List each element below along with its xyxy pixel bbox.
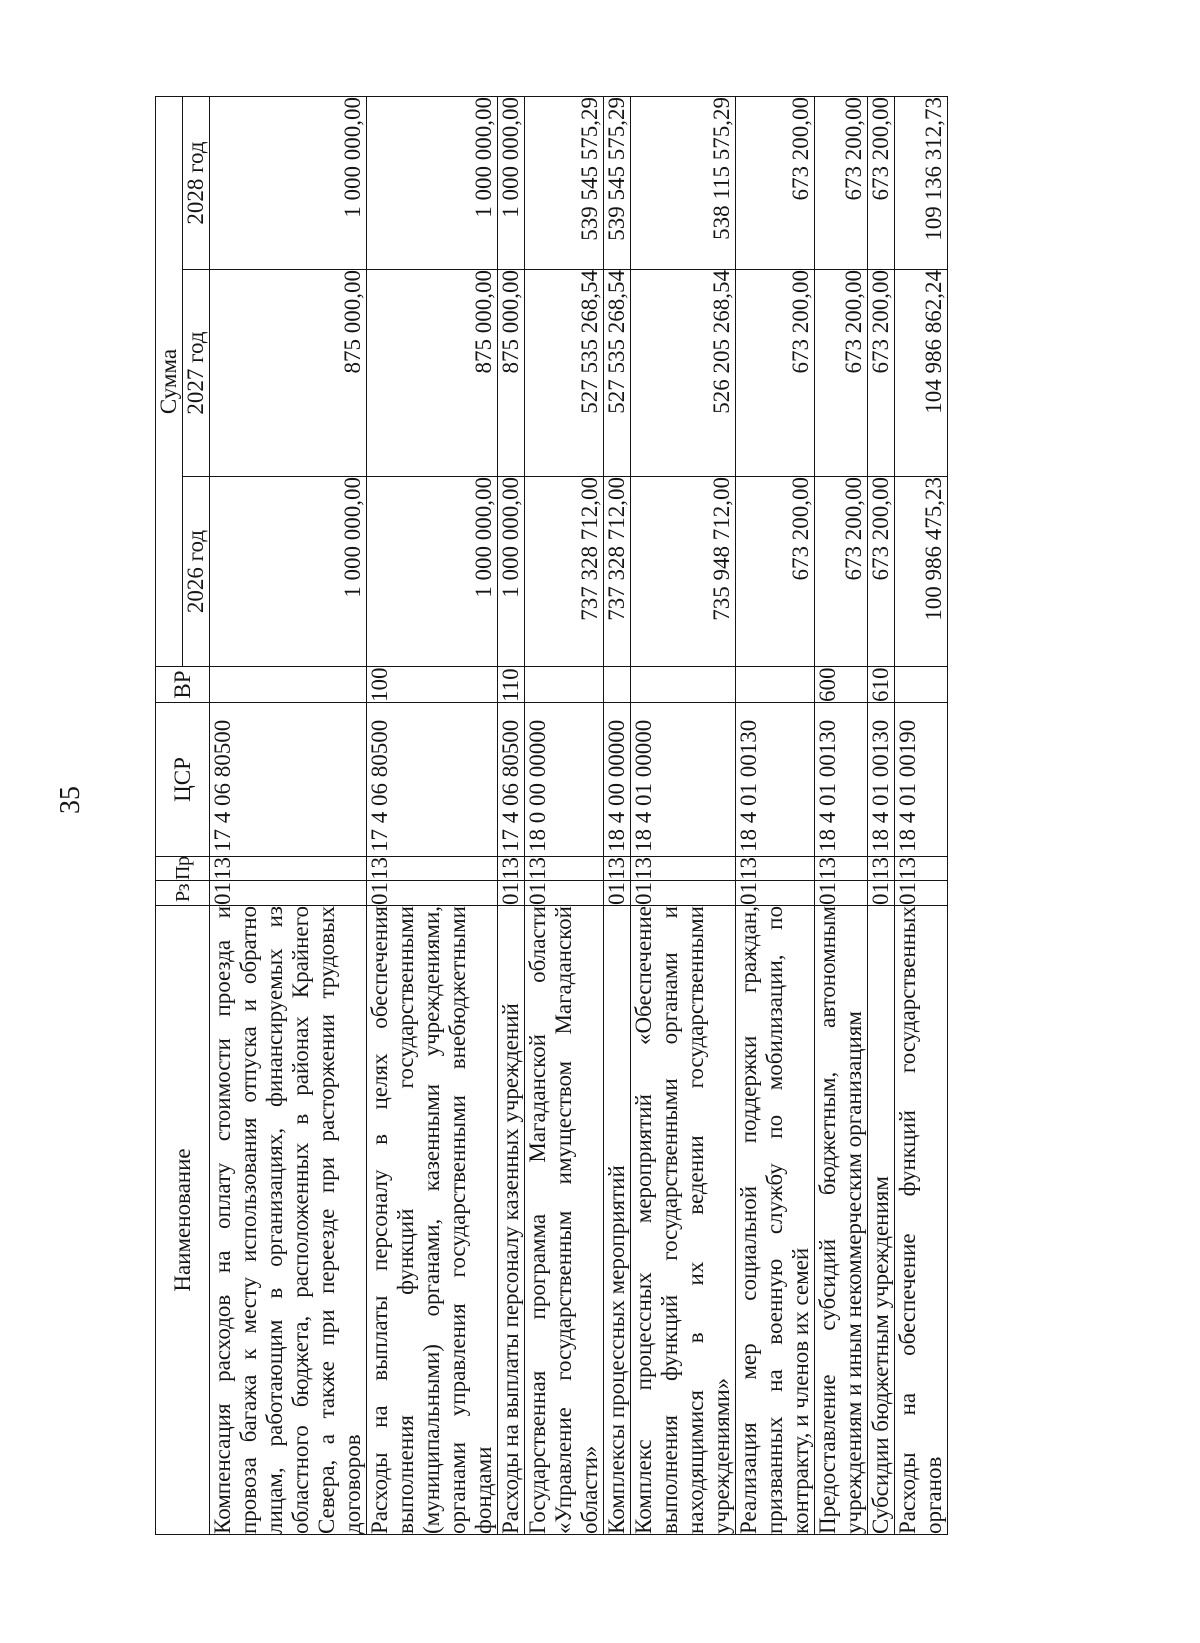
pr-cell: 13: [367, 857, 498, 881]
rz-cell: 01: [815, 881, 868, 906]
vr-cell: 610: [868, 667, 893, 702]
amount-year-2: 673 200,00: [815, 270, 868, 477]
csr-cell: 18 4 01 00190: [895, 703, 948, 857]
table-row: [210, 97, 367, 1535]
name-cell: [498, 906, 525, 1535]
name-line: Компенсация расходов на оплату стоимости проезда и: [210, 906, 235, 1534]
rz-cell: 01: [604, 882, 629, 905]
amount-year-3: 1 000 000,00: [367, 97, 498, 270]
name-line: лицам, работающим в организациях, финансируемых из: [262, 906, 287, 1534]
name-line: контракту, и членов их семей: [788, 1247, 813, 1534]
amount-year-1: 1 000 000,00: [498, 477, 525, 667]
amount-year-2: 875 000,00: [210, 270, 367, 477]
name-line: (муниципальными) органами, казенными учреждениями,: [419, 906, 444, 1534]
table-row: [525, 97, 604, 1535]
name-line: Комплекс процессных мероприятий «Обеспечение: [631, 906, 656, 1534]
name-line: учреждениям и иным некоммерческим организациям: [841, 1011, 866, 1534]
table-row: [736, 97, 815, 1535]
vr-cell: 600: [815, 667, 868, 703]
pr-cell: 13: [631, 857, 736, 881]
amount-year-3: 673 200,00: [868, 97, 895, 270]
pr-cell: 13: [210, 857, 367, 881]
amount-year-3: 673 200,00: [736, 97, 815, 270]
name-line: области»: [577, 1445, 602, 1534]
name-cell: [367, 906, 498, 1535]
table-row: [895, 97, 948, 1535]
name-line: находящимися в их ведении государственными: [683, 906, 708, 1534]
name-line: фондами: [471, 1446, 496, 1534]
header-sum: Сумма: [156, 97, 183, 667]
amount-year-1: 735 948 712,00: [631, 477, 736, 667]
amount-year-1: 1 000 000,00: [210, 477, 367, 667]
amount-year-1: 1 000 000,00: [367, 477, 498, 667]
name-cell: [736, 906, 815, 1535]
name-line: Расходы на выплаты персоналу казенных учреждений: [498, 1003, 523, 1534]
header-name: Наименование: [156, 906, 210, 1535]
name-line: областного бюджета, расположенных в районах Крайнего: [288, 906, 313, 1534]
header-row: [156, 97, 183, 1535]
vr-cell: [525, 667, 604, 703]
name-line: Севера, а также при переезде при расторжении трудовых: [314, 906, 339, 1534]
name-line: органов: [921, 1456, 946, 1534]
name-line: «Управление государственным имуществом Магаданской: [551, 906, 576, 1534]
name-line: Расходы на обеспечение функций государственных: [895, 906, 920, 1534]
rz-cell: 01: [736, 881, 815, 906]
vr-cell: [631, 667, 736, 703]
header-csr: ЦСР: [156, 703, 210, 857]
header-vr: ВР: [156, 667, 210, 703]
rz-cell: 01: [367, 881, 498, 906]
rz-cell: 01: [895, 881, 948, 906]
amount-year-3: 109 136 312,73: [895, 97, 948, 270]
amount-year-2: 527 535 268,54: [604, 270, 631, 477]
header-year-3: 2028 год: [183, 97, 210, 270]
csr-cell: 18 4 01 00130: [815, 703, 868, 857]
amount-year-3: 539 545 575,29: [604, 97, 631, 270]
amount-year-1: 100 986 475,23: [895, 477, 948, 667]
pr-cell: 13: [868, 857, 893, 880]
csr-cell: 17 4 06 80500: [498, 703, 525, 857]
amount-year-1: 673 200,00: [815, 477, 868, 667]
amount-year-2: 527 535 268,54: [525, 270, 604, 477]
name-cell: [604, 906, 631, 1535]
pr-cell: 13: [895, 857, 948, 881]
pr-cell: 13: [736, 857, 815, 881]
name-line: Предоставление субсидий бюджетным, автономным: [815, 906, 840, 1534]
csr-cell: 17 4 06 80500: [367, 703, 498, 857]
header-pr: Пр: [156, 857, 210, 881]
csr-cell: 18 4 01 00000: [631, 703, 736, 857]
budget-table: [155, 96, 948, 1535]
name-cell: [525, 906, 604, 1535]
name-line: Расходы на выплаты персоналу в целях обеспечения: [367, 906, 392, 1534]
amount-year-1: 737 328 712,00: [604, 477, 631, 667]
rz-cell: 01: [631, 881, 736, 906]
amount-year-2: 673 200,00: [868, 270, 895, 477]
table-header: [156, 97, 210, 1535]
table-row: [604, 97, 631, 1535]
name-cell: [868, 906, 895, 1535]
table-body: [210, 97, 948, 1535]
rz-cell: 01: [210, 881, 367, 906]
name-line: Субсидии бюджетным учреждениям: [868, 1176, 893, 1534]
name-line: договоров: [340, 1434, 365, 1534]
pr-cell: 13: [604, 857, 629, 880]
amount-year-2: 104 986 862,24: [895, 270, 948, 477]
name-line: провоза багажа к месту использования отпуска и обратно: [236, 906, 261, 1534]
amount-year-2: 875 000,00: [367, 270, 498, 477]
amount-year-3: 1 000 000,00: [210, 97, 367, 270]
name-line: выполнения функций государственными: [393, 906, 418, 1534]
csr-cell: 18 4 00 00000: [604, 703, 631, 857]
csr-cell: 18 4 01 00130: [736, 703, 815, 857]
header-year-1: 2026 год: [183, 477, 210, 667]
rz-cell: 01: [868, 882, 893, 905]
name-cell: [210, 906, 367, 1535]
vr-cell: [895, 667, 948, 703]
name-cell: [815, 906, 868, 1535]
header-year-2: 2027 год: [183, 270, 210, 477]
rz-cell: 01: [525, 881, 604, 906]
amount-year-1: 673 200,00: [868, 477, 895, 667]
amount-year-3: 539 545 575,29: [525, 97, 604, 270]
csr-cell: 17 4 06 80500: [210, 703, 367, 857]
name-line: Государственная программа Магаданской области: [525, 906, 550, 1534]
table-row: [815, 97, 868, 1535]
name-line: органами управления государственными внебюджетными: [445, 906, 470, 1534]
name-line: Комплексы процессных мероприятий: [604, 1165, 629, 1534]
amount-year-2: 875 000,00: [498, 270, 525, 477]
amount-year-3: 1 000 000,00: [498, 97, 525, 270]
name-line: Реализация мер социальной поддержки граждан,: [736, 906, 761, 1534]
pr-cell: 13: [525, 857, 604, 881]
table-row: [631, 97, 736, 1535]
amount-year-1: 673 200,00: [736, 477, 815, 667]
csr-cell: 18 4 01 00130: [868, 703, 895, 857]
table-row: [868, 97, 895, 1535]
vr-cell: 110: [498, 668, 523, 702]
pr-cell: 13: [498, 857, 523, 880]
vr-cell: [736, 667, 815, 703]
table-row: [367, 97, 498, 1535]
amount-year-1: 737 328 712,00: [525, 477, 604, 667]
table-row: [498, 97, 525, 1535]
amount-year-2: 526 205 268,54: [631, 270, 736, 477]
vr-cell: [210, 667, 367, 703]
rz-cell: 01: [498, 882, 523, 905]
amount-year-3: 673 200,00: [815, 97, 868, 270]
header-rz: Рз: [156, 881, 210, 906]
amount-year-3: 538 115 575,29: [631, 97, 736, 270]
name-cell: [631, 906, 736, 1535]
name-line: выполнения функций государственными органами и: [657, 906, 682, 1534]
name-cell: [895, 906, 948, 1535]
amount-year-2: 673 200,00: [736, 270, 815, 477]
csr-cell: 18 0 00 00000: [525, 703, 604, 857]
vr-cell: 100: [367, 667, 498, 703]
page-number: 35: [55, 786, 86, 814]
name-line: учреждениями»: [709, 1377, 734, 1534]
pr-cell: 13: [815, 857, 868, 881]
name-line: призванных на военную службу по мобилизации, по: [762, 906, 787, 1534]
vr-cell: [604, 667, 631, 703]
